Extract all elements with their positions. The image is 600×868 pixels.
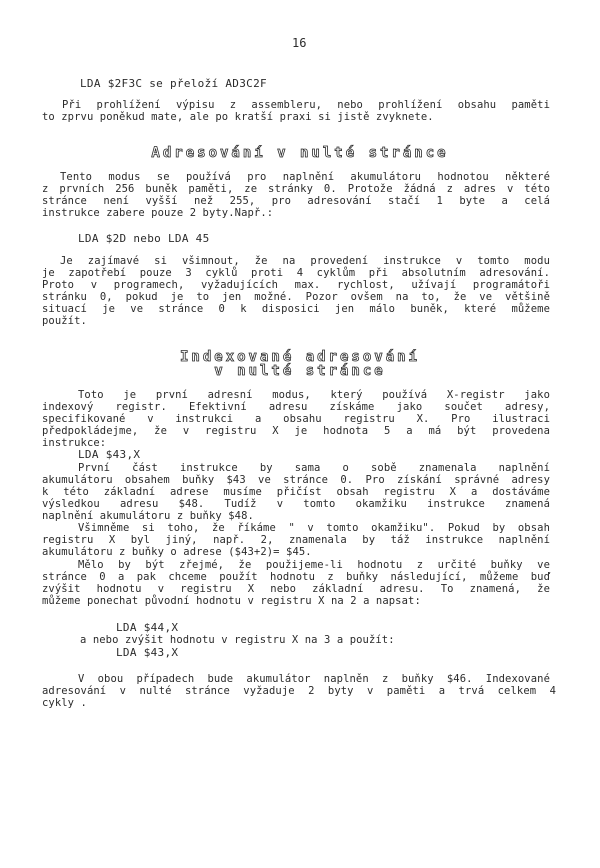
section-heading-indexed-line-2: v nulté stránce [214, 363, 386, 379]
code-line-indexed-2: LDA $44,X [116, 621, 179, 634]
s2-p1-line-2: indexový registr. Efektivní adresu získáme jako součet adresy, [42, 401, 550, 413]
s1-p1-line-4: instrukce zabere pouze 2 byty.Např.: [42, 207, 274, 219]
s2-p5-line-2: adresování v nulté stránce vyžaduje 2 byty v paměti a trvá celkem 4 [42, 685, 556, 697]
s2-p1-line-5: instrukce: [42, 437, 107, 449]
s2-p5-line-1: V obou případech bude akumulátor naplněn z buňky $46. Indexované [78, 673, 550, 685]
s2-p5-line-3: cykly . [42, 697, 87, 709]
code-line-indexed-3: LDA $43,X [116, 646, 179, 659]
page-number: 16 [292, 36, 307, 50]
s1-p2-line-3: Proto v programech, vyžadujících max. rychlost, užívají programátoři [42, 279, 550, 291]
code-line-zero-page: LDA $2D nebo LDA 45 [78, 232, 210, 245]
s2-p2-line-4: výsledkou adresu $48. Tudíž v tomto okamžiku instrukce znamená [42, 498, 550, 510]
intro-line-1: Při prohlížení výpisu z assembleru, nebo prohlížení obsahu paměti [62, 99, 550, 111]
or-line: a nebo zvýšit hodnotu v registru X na 3 a použít: [80, 634, 395, 646]
s2-p2-line-3: k této základní adrese musíme přičíst obsah registru X a dostáváme [42, 486, 550, 498]
s1-p2-line-4: stránku 0, pokud je to jen možné. Pozor ovšem na to, že ve většině [42, 291, 550, 303]
s2-p2-line-1: První část instrukce by sama o sobě znamenala naplnění [78, 462, 550, 474]
section-heading-zero-page: Adresování v nulté stránce [151, 145, 449, 161]
s2-p4-line-2: stránce 0 a pak chceme použít hodnotu z buňky následující, můžeme buď [42, 571, 550, 583]
s1-p1-line-1: Tento modus se používá pro naplnění akumulátoru hodnotou některé [60, 171, 550, 183]
s2-p3-line-3: akumulátoru z buňky o adrese ($43+2)= $45. [42, 546, 312, 558]
s2-p1-line-4: předpokládejme, že v registru X je hodnota 5 a má být provedena [42, 425, 550, 437]
s2-p3-line-2: registru X byl jiný, např. 2, znamenala by táž instrukce naplnění [42, 534, 550, 546]
s2-p2-line-2: akumulátoru obsahem buňky $43 ve stránce 0. Pro získání správné adresy [42, 474, 550, 486]
s1-p1-line-3: stránce není vyšší než 255, pro adresování stačí 1 byte a celá [42, 195, 550, 207]
s2-p2-line-5: naplnění akumulátoru z buňky $48. [42, 510, 254, 522]
s1-p2-line-2: je zapotřebí pouze 3 cyklů proti 4 cyklům při absolutním adresování. [42, 267, 550, 279]
intro-line-2: to zprvu poněkud mate, ale po kratší praxi si jistě zvyknete. [42, 111, 434, 123]
section-heading-indexed-line-1: Indexované adresování [179, 349, 420, 365]
s2-p3-line-1: Všimněme si toho, že říkáme " v tomto okamžiku". Pokud by obsah [78, 522, 550, 534]
s2-p4-line-4: můžeme ponechat původní hodnotu v registru X na 2 a napsat: [42, 595, 421, 607]
s1-p1-line-2: z prvních 256 buněk paměti, ze stránky 0. Protože žádná z adres v této [42, 183, 550, 195]
code-line-intro: LDA $2F3C se přeloží AD3C2F [80, 77, 267, 90]
s1-p2-line-5: situací je ve stránce 0 k disposici jen málo buněk, které můžeme [42, 303, 550, 315]
code-line-indexed-1: LDA $43,X [78, 448, 141, 461]
s2-p1-line-1: Toto je první adresní modus, který používá X-registr jako [78, 389, 550, 401]
s2-p4-line-3: zvýšit hodnotu v registru X nebo základní adresu. To znamená, že [42, 583, 550, 595]
s1-p2-line-1: Je zajímavé si všimnout, že na provedení instrukce v tomto modu [60, 255, 550, 267]
s2-p4-line-1: Mělo by být zřejmé, že použijeme-li hodnotu z určité buňky ve [78, 559, 550, 571]
s1-p2-line-6: použít. [42, 315, 87, 327]
s2-p1-line-3: specifikované v instrukci a obsahu registru X. Pro ilustraci [42, 413, 550, 425]
